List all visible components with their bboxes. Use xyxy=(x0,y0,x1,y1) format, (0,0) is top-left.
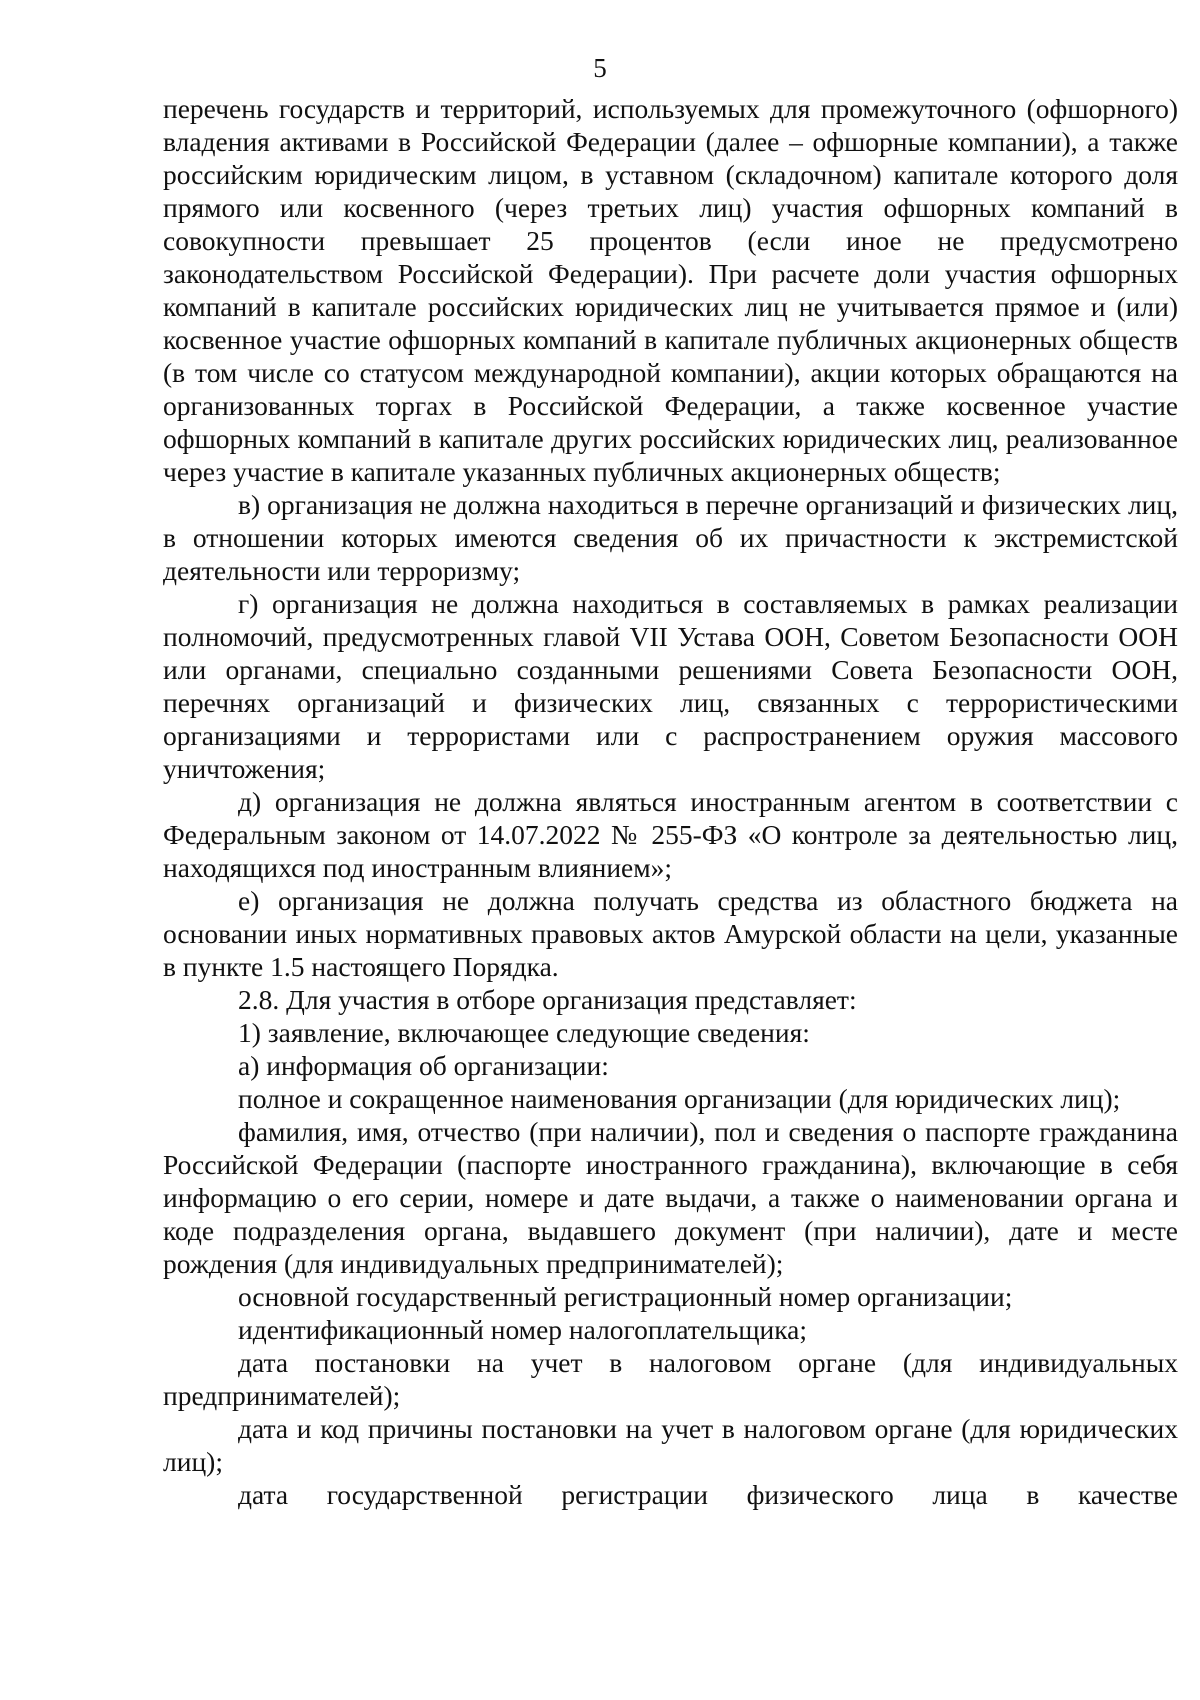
paragraph-item-d-foreign-agent: д) организация не должна являться иностранным агентом в соответствии с Федеральным законом от 14.07.2022 № 255-ФЗ «О контроле за деятельностью лиц, находящихся под иностранным влиянием»; xyxy=(163,786,1178,883)
paragraph-section-2-8: 2.8. Для участия в отборе организация представляет: xyxy=(238,984,857,1015)
paragraph-state-registration-date: дата государственной регистрации физического лица в качестве xyxy=(238,1479,1178,1510)
paragraph-item-e-budget-funds: е) организация не должна получать средства из областного бюджета на основании иных нормативных правовых актов Амурской области на цели, указанные в пункте 1.5 настоящего Порядка. xyxy=(163,885,1178,982)
document-body xyxy=(163,92,1178,1511)
paragraph-organization-info: а) информация об организации: xyxy=(238,1050,609,1081)
paragraph-inn: идентификационный номер налогоплательщика; xyxy=(238,1314,808,1345)
paragraph-full-short-name: полное и сокращенное наименования организации (для юридических лиц); xyxy=(238,1083,1121,1114)
paragraph-passport-details: фамилия, имя, отчество (при наличии), пол и сведения о паспорте гражданина Российской Федерации (паспорте иностранного гражданина), включающие в себя информацию о его серии, номере и дате выдачи, а также о наименовании органа и коде подразделения органа, выдавшего документ (при наличии), дате и месте рождения (для индивидуальных предпринимателей); xyxy=(163,1116,1178,1279)
paragraph-tax-registration-date-ip: дата постановки на учет в налоговом органе (для индивидуальных предпринимателей); xyxy=(163,1347,1178,1411)
paragraph-item-g-un-sanctions: г) организация не должна находиться в составляемых в рамках реализации полномочий, предусмотренных главой VII Устава ООН, Советом Безопасности ООН или органами, специально созданными решениями Совета Безопасности ООН, перечнях организаций и физических лиц, связанных с террористическими организациями и террористами или с распространением оружия массового уничтожения; xyxy=(163,588,1178,784)
paragraph-ogrn: основной государственный регистрационный номер организации; xyxy=(238,1281,1013,1312)
paragraph-tax-registration-code-ul: дата и код причины постановки на учет в налоговом органе (для юридических лиц); xyxy=(163,1413,1178,1477)
paragraph-offshore-continuation: перечень государств и территорий, используемых для промежуточного (офшорного) владения активами в Российской Федерации (далее – офшорные компании), а также российским юридическим лицом, в уставном (складочном) капитале которого доля прямого или косвенного (через третьих лиц) участия офшорных компаний в совокупности превышает 25 процентов (если иное не предусмотрено законодательством Российской Федерации). При расчете доли участия офшорных компаний в капитале российских юридических лиц не учитывается прямое и (или) косвенное участие офшорных компаний в капитале публичных акционерных обществ (в том числе со статусом международной компании), акции которых обращаются на организованных торгах в Российской Федерации, а также косвенное участие офшорных компаний в капитале других российских юридических лиц, реализованное через участие в капитале указанных публичных акционерных обществ; xyxy=(163,93,1178,487)
page-number: 5 xyxy=(593,53,607,83)
paragraph-application-item-1: 1) заявление, включающее следующие сведения: xyxy=(238,1017,810,1048)
paragraph-item-v-extremism: в) организация не должна находиться в перечне организаций и физических лиц, в отношении которых имеются сведения об их причастности к экстремистской деятельности или терроризму; xyxy=(163,489,1178,586)
